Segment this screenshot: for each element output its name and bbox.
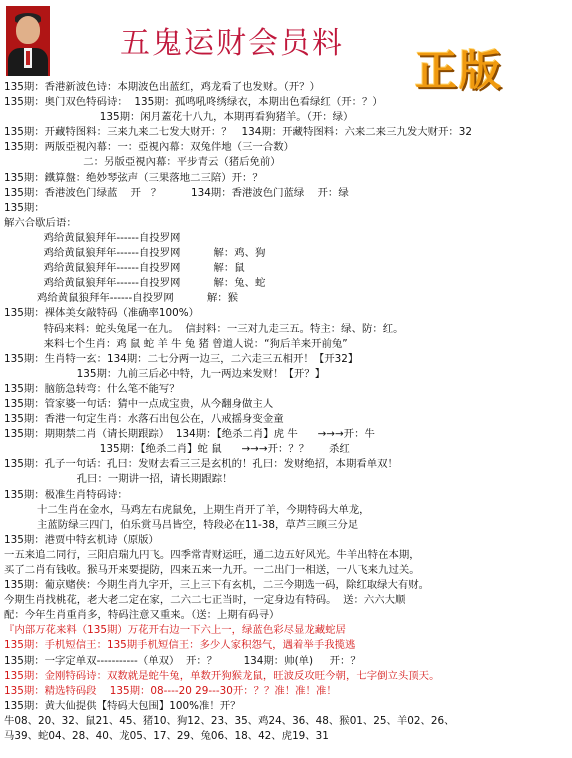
text-line: 135期：管家婆一句话：猜中一点成宝贵，从今翻身做主人: [4, 397, 274, 410]
portrait-photo: [6, 6, 50, 76]
content-lines: [4, 80, 568, 744]
text-line: 一五来追二同行，三阳启瑞九円飞。四季常青财运旺，通二边五好风光。牛羊出特在本期，: [4, 548, 420, 561]
text-line: 135期：港贾中特玄机诗（原版）: [4, 533, 159, 546]
text-line: 135期：鐵算盤：绝妙琴弦声（三果落地二三陪）开：？: [4, 171, 263, 184]
text-line: 135期：金刚特码诗：双数就是蛇牛兔，单数开狗猴龙鼠，旺波反攻旺今朝，七字倒立头顶天。: [4, 669, 440, 682]
text-line: 135期：开藏特图料：三来九来二七发大财开：？ 134期：开藏特图料：六来二来三九发大财开：32: [4, 126, 473, 139]
text-line: 二：另版亞視內幕：平步青云（猪后免前）: [4, 156, 281, 169]
text-line: 主蓝防绿三四门，伯乐赏马吕皆空，特段必在11-38，草芦三顾三分足: [4, 518, 359, 531]
text-line: 135期：【绝杀二肖】蛇 鼠 →→→开：？？ 杀红: [4, 443, 350, 456]
text-line: 特码来料：蛇头兔尾一在九。 信封料：一三对九走三五。特主：绿、防：红。: [4, 322, 404, 335]
text-line: 135期：香港波色门绿蓝 开 ？ 134期：香港波色门蓝绿 开：绿: [4, 186, 349, 199]
portrait-tie: [26, 51, 30, 65]
text-line: 135期：脑筋急转弯：什么笔不能写？: [4, 382, 180, 395]
text-line: 135期：孔子一句话：孔曰：发财去看三三是玄机的！孔曰：发财绝招，本期看单双！: [4, 458, 398, 471]
text-line: 鸡给黄鼠狼拜年------自投罗网 解：鼠: [4, 262, 245, 275]
text-line: 『内部万花来料（135期）万花开右边一下六上一，绿蓝色彩尽显龙藏蛇居: [4, 624, 346, 637]
text-line: 鸡给黄鼠狼拜年------自投罗网 解：兔、蛇: [4, 277, 266, 290]
text-line: 鸡给黄鼠狼拜年------自投罗网 解：鸡、狗: [4, 247, 266, 260]
text-line: 来料七个生肖：鸡 鼠 蛇 羊 牛 兔 猪 曾道人说：“狗后羊来开前兔”: [4, 337, 348, 350]
text-line: 135期：裸体美女敲特码（准确率100%）: [4, 307, 200, 320]
text-line: 135期：极准生肖特码诗：: [4, 488, 128, 501]
genuine-stamp: 正版: [415, 46, 504, 95]
text-line: 135期：一字定单双-----------（单双） 开：？ 134期：帅(单) 开：？: [4, 654, 361, 667]
text-line: 今期生肖找桃花，老大老二定在家，二六二七正当时，一定身边有特码。 送：六六大顺: [4, 594, 406, 607]
text-line: 135期：闲月蓋花十八九，本期再看狗猪羊。（开：绿）: [4, 111, 354, 124]
text-line: 解六合歇后语：: [4, 216, 77, 229]
text-line: 135期：香港一句定生肖：水落石出包公在，八戒摇身变金童: [4, 413, 284, 426]
text-line: 135期：: [4, 201, 45, 214]
text-line: 135期：精选特码段 135期：08----20 29---30开：？？准！准！准！: [4, 684, 337, 697]
text-line: 135期：两版亞視內幕：一：亞視內幕：双兔伴地（三一合数）: [4, 141, 294, 154]
text-line: 鸡给黄鼠狼拜年------自投罗网: [4, 231, 181, 244]
page-title: 五鬼运财会员料: [120, 26, 344, 61]
text-line: 孔曰：一期讲一招，请长期跟踪！: [4, 473, 233, 486]
text-line: 135期：黄大仙提供【特码大包围】100%准！开？: [4, 699, 241, 712]
text-line: 十二生肖在金水，马鸡左右虎鼠免，上期生肖开了羊，今期特码大单龙，: [4, 503, 370, 516]
portrait-face: [16, 16, 40, 44]
text-line: 买了二肖有钱收。猴马开来要提防，四来五来一九开。一二出门一相送，一八飞来九过关。: [4, 564, 420, 576]
text-line: 牛08、20、32、鼠21、45、猪10、狗12、23、35、鸡24、36、48、猴01、25、羊02、26、: [4, 714, 455, 727]
text-line: 135期：葡京赌侠：今期生肖九字开，三上三下有玄机，二三今期选一码，除红取绿大有财。: [4, 579, 430, 592]
text-line: 135期：香港新波色诗：本期波色出蓝红，鸡龙看了也发财。（开？）: [4, 81, 320, 93]
text-line: 135期：手机短信王：135期手机短信王：多少人家积怨气，遇着举手我揽逃: [4, 639, 356, 652]
text-line: 135期：期期禁二肖（请长期跟踪） 134期：【绝杀二肖】虎 牛 →→→开：牛: [4, 428, 375, 441]
text-line: 135期：九前三后必中特，九一两边来发财！【开？】: [4, 367, 326, 380]
text-line: 配：今年生肖重肖多，特码注意又重来。（送：上期有码寻）: [4, 609, 280, 622]
text-line: 135期：奥门双色特码诗： 135期：孤鸣吼咚绣绿衣，本期出色看绿红（开：？）: [4, 96, 383, 109]
text-line: 马39、蛇04、28、40、龙05、17、29、兔06、18、42、虎19、31: [4, 730, 329, 743]
text-line: 135期：生肖特一玄：134期：二七分两一边三，二六走三五相开！【开32】: [4, 352, 359, 365]
text-line: 鸡给黄鼠狼拜年------自投罗网 解：猴: [4, 292, 239, 305]
